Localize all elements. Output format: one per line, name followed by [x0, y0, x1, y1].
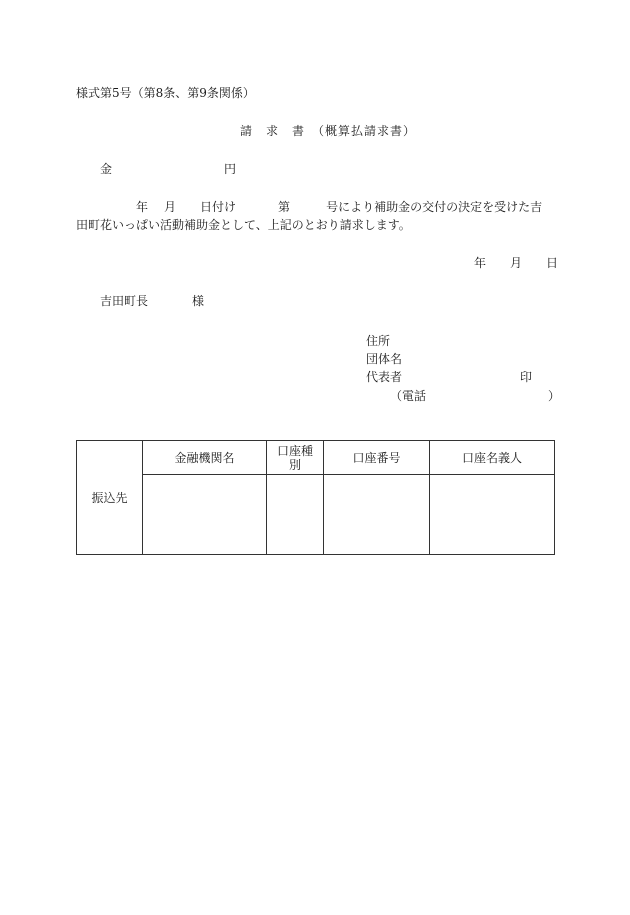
header-account-type — [267, 441, 324, 475]
account-type-cell[interactable] — [267, 475, 324, 555]
addressee-honorific: 様 — [192, 294, 205, 308]
representative-label: 代表者 — [366, 370, 403, 384]
body-day-dated: 日付け — [200, 200, 237, 214]
date-day: 日 — [546, 256, 559, 270]
date-year: 年 — [474, 256, 487, 270]
table-row — [77, 475, 555, 555]
account-holder-cell[interactable] — [430, 475, 555, 555]
body-month: 月 — [164, 200, 177, 214]
amount-line — [100, 162, 236, 176]
address-label: 住所 — [366, 334, 391, 348]
organization-label: 団体名 — [366, 352, 403, 366]
body-year: 年 — [136, 200, 149, 214]
addressee-line — [100, 294, 204, 308]
amount-suffix: 円 — [224, 162, 237, 176]
telephone-close-paren: ） — [548, 389, 561, 403]
bank-name-cell[interactable] — [143, 475, 267, 555]
transfer-destination-label: 振込先 — [77, 441, 143, 555]
header-account-type-line1: 口座種 — [276, 443, 313, 458]
header-account-holder: 口座名義人 — [430, 441, 555, 475]
date-month: 月 — [510, 256, 523, 270]
bank-transfer-table — [76, 440, 555, 555]
date-line — [474, 256, 558, 270]
document-title: 請 求 書 （概算払請求書） — [240, 124, 417, 138]
body-line-2: 田町花いっぱい活動補助金として、上記のとおり請求します。 — [76, 218, 411, 232]
form-number: 様式第5号（第8条、第9条関係） — [76, 86, 255, 100]
amount-prefix: 金 — [100, 162, 113, 176]
body-dai: 第 — [278, 200, 291, 214]
header-account-number: 口座番号 — [324, 441, 430, 475]
body-line-1 — [76, 200, 542, 214]
addressee-name: 吉田町長 — [100, 294, 149, 308]
header-bank-name: 金融機関名 — [143, 441, 267, 475]
seal-label: 印 — [520, 370, 533, 384]
account-number-cell[interactable] — [324, 475, 430, 555]
telephone-label: （電話 — [390, 389, 427, 403]
body-line1-tail: 号により補助金の交付の決定を受けた吉 — [326, 200, 543, 214]
table-header-row — [77, 441, 555, 475]
header-account-type-line2: 別 — [288, 457, 301, 472]
